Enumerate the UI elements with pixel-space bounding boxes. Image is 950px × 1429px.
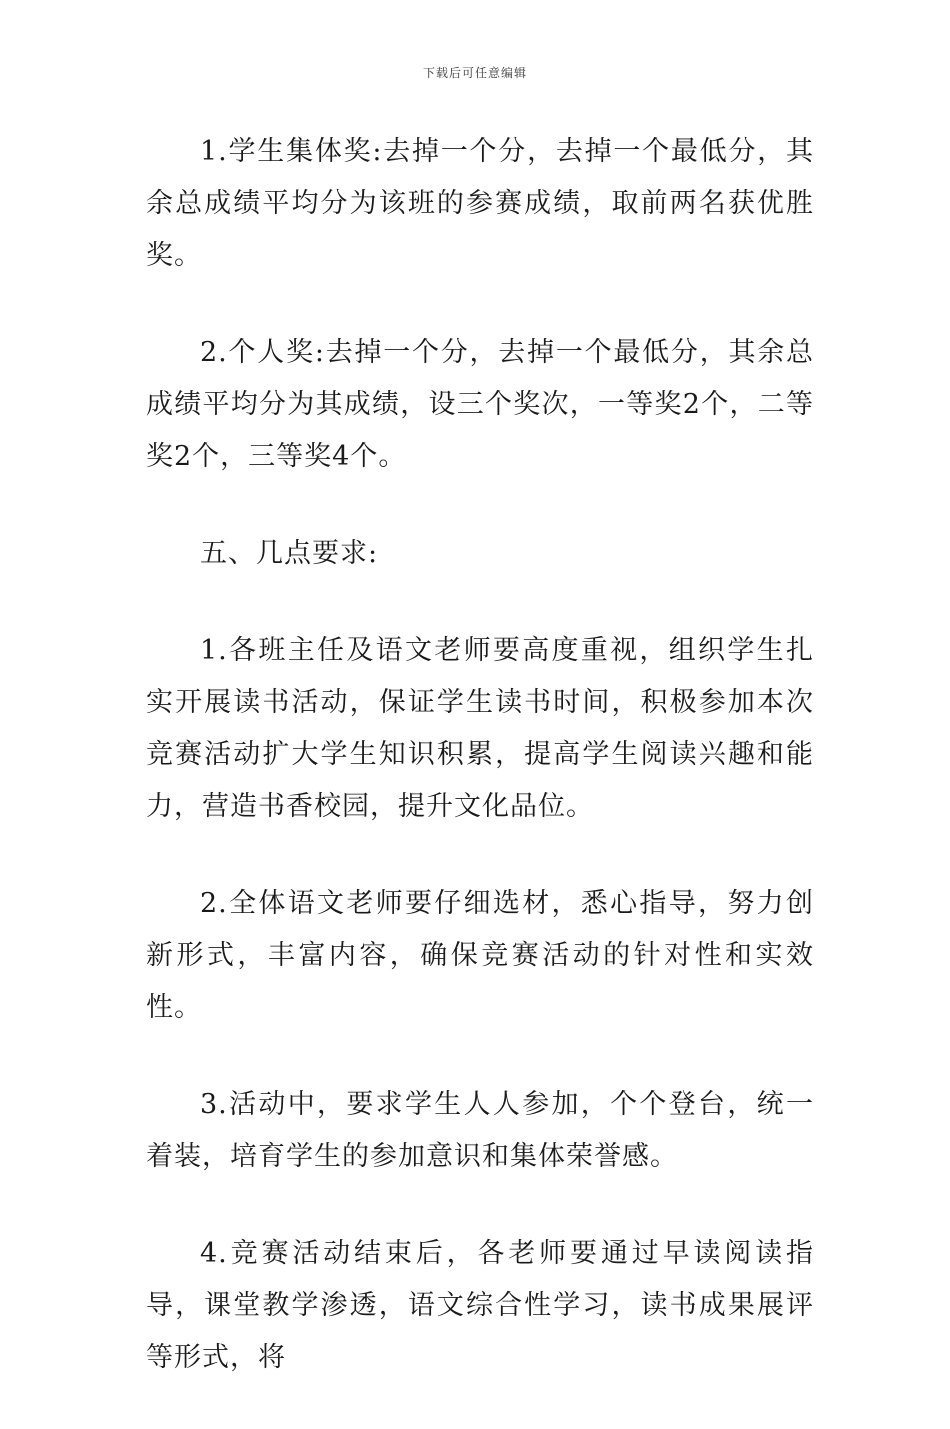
document-body — [146, 126, 814, 1429]
paragraph-requirement-4: 4.竞赛活动结束后，各老师要通过早读阅读指导，课堂教学渗透，语文综合性学习，读书成果展评等形式，将 — [146, 1238, 814, 1373]
paragraph-individual-award: 2.个人奖:去掉一个分，去掉一个最低分，其余总成绩平均分为其成绩，设三个奖次，一等奖2个，二等奖2个，三等奖4个。 — [146, 337, 814, 472]
paragraph-requirement-1: 1.各班主任及语文老师要高度重视，组织学生扎实开展读书活动，保证学生读书时间，积极参加本次竞赛活动扩大学生知识积累，提高学生阅读兴趣和能力，营造书香校园，提升文化品位。 — [146, 635, 814, 822]
header-note: 下载后可任意编辑 — [422, 66, 527, 80]
paragraph-collective-award: 1.学生集体奖:去掉一个分，去掉一个最低分，其余总成绩平均分为该班的参赛成绩，取前两名获优胜奖。 — [146, 136, 814, 271]
paragraph-requirement-2: 2.全体语文老师要仔细选材，悉心指导，努力创新形式，丰富内容，确保竞赛活动的针对性和实效性。 — [146, 888, 814, 1023]
paragraph-requirement-3: 3.活动中，要求学生人人参加，个个登台，统一着装，培育学生的参加意识和集体荣誉感。 — [146, 1089, 814, 1172]
section-heading-requirements: 五、几点要求: — [200, 538, 379, 569]
